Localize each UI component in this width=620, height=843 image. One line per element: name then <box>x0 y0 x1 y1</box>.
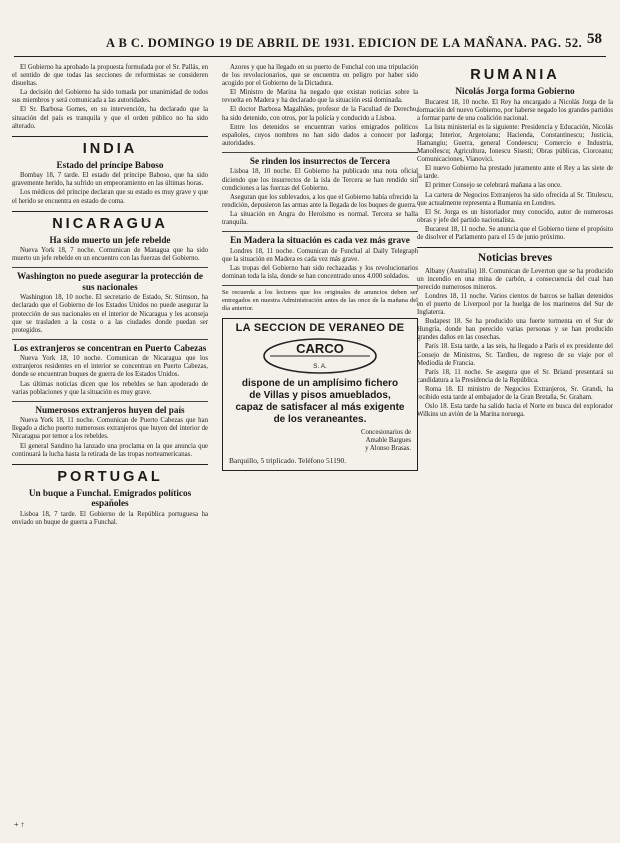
article-paragraph: Aseguran que los sublevados, a los que el Gobierno había ofrecido la rendición, depusieron las armas ante la llegada de los buques de guerra. <box>222 193 418 209</box>
article-paragraph: Washington 18, 10 noche. El secretario de Estado, Sr. Stimson, ha declarado que el Gobierno de los Estados Unidos no puede asegurar la protección de sus nacionales en el interior de Nicaragua y les aconseja que se trasladen a la costa o a las ciudades donde puedan ser protegidos. <box>12 294 208 334</box>
section-heading-nicaragua: NICARAGUA <box>52 215 168 232</box>
article-paragraph: Bucarest 18, 11 noche. Se anuncia que el Gobierno tiene el propósito de disolver el Parlamento para el 15 de junio próximo. <box>417 225 613 241</box>
section-divider <box>12 211 208 212</box>
ad-line: capaz de satisfacer al más exigente <box>235 402 405 414</box>
headline-washington: Washington no puede asegurar la protección de sus nacionales <box>17 271 203 292</box>
article-paragraph: Bombay 18, 7 tarde. El estado del príncipe Baboso, que ha sido gravemente herido, ha sufrido un empeoramiento en las últimas horas. <box>12 172 208 188</box>
article-paragraph: Las tropas del Gobierno han sido rechazadas y los revolucionarios dominan toda la isla, donde se han concentrado unos 4.000 soldados. <box>222 264 418 280</box>
article-paragraph: La decisión del Gobierno ha sido tomada por unanimidad de todos sus miembros y será comunicada a las autoridades. <box>12 89 208 105</box>
article-paragraph: El primer Consejo se celebrará mañana a las once. <box>425 182 562 190</box>
article-paragraph: Roma 18. El ministro de Negocios Extranjeros, Sr. Grandi, ha recibido esta tarde al embajador de la Gran Bretaña, Sr. Graham. <box>417 385 613 401</box>
article-paragraph: El Ministro de Marina ha negado que existan noticias sobre la revuelta en Madera y ha declarado que la situación está dominada. <box>222 89 418 105</box>
headline-portugal: Un buque a Funchal. Emigrados políticos españoles <box>28 487 192 509</box>
article-paragraph: Londres 18, 11 noche. Comunican de Funchal al Daily Telegraph que la situación en Madera es cada vez más grave. <box>222 247 418 263</box>
article-paragraph: El general Sandino ha lanzado una proclama en la que anuncia que continuará la lucha hasta la retirada de las tropas norteamericanas. <box>12 442 208 458</box>
carco-logo-sub: S. A. <box>313 363 327 371</box>
article-paragraph: Los médicos del príncipe declaran que su estado es muy grave y que el herido se encuentra en estado de coma. <box>12 189 208 205</box>
article-divider <box>222 231 418 232</box>
article-divider <box>222 152 418 153</box>
carco-logo-brand: CARCO <box>296 341 344 357</box>
ad-line: dispone de un amplísimo fichero <box>241 378 399 390</box>
section-heading-breves: Noticias breves <box>477 252 553 265</box>
article-paragraph: La lista ministerial es la siguiente: Presidencia y Educación, Nicolás Jorga; Interior, Argetoianu; Hacienda, Constantinescu; Justicia, Hamangiu; Guerra, general Condeescu; Comercio e Industria, Manoilescu; Agricultura, Ionescu Sisesti; Obras públicas, Ciorceanu; Comunicaciones, Vianovici. <box>417 123 613 164</box>
article-divider <box>12 267 208 268</box>
ad-line: de Villas y pisos amueblados, <box>249 390 391 402</box>
headline-nicaragua: Ha sido muerto un jefe rebelde <box>49 234 171 245</box>
article-paragraph: El Sr. Barbosa Gomes, en su intervención, ha declarado que la situación del país es tranquila y que el orden público no ha sido alterado. <box>12 106 208 130</box>
ad-small-line: y Alonso Brasas. <box>365 445 411 453</box>
section-divider <box>12 136 208 137</box>
article-divider <box>12 339 208 340</box>
headline-tercera: Se rinden los insurrectos de Tercera <box>249 155 391 166</box>
ad-small-line: Amable Bargues <box>365 437 411 445</box>
article-paragraph: El doctor Barbosa Magalhães, profesor de la Facultad de Derecho, ha sido detenido, con otros, por la policía y conducido a Lisboa. <box>222 106 418 122</box>
article-paragraph: El nuevo Gobierno ha prestado juramento ante el Rey a las siete de la tarde. <box>417 165 613 181</box>
article-paragraph: Azores y que ha llegado en su puerto de Funchal con una tripulación de los revolucionarios, que se encuentra en peligro por haber sido acogido por el Gobierno de la Dictadura. <box>222 64 418 88</box>
article-paragraph: Bucarest 18, 10 noche. El Rey ha encargado a Nicolás Jorga de la formación del nuevo Gobierno, por haberse negado los grandes partidos a formar parte de una coalición nacional. <box>417 98 613 122</box>
header-page-mark: 58 <box>587 31 602 47</box>
notice-box: Se recuerda a los lectores que los originales de anuncios deben ser entregados en nuestra Administración antes de las once de la mañana del día anterior. <box>222 285 418 312</box>
footer-mark: + ↑ <box>14 820 25 829</box>
headline-rumania: Nicolás Jorga forma Gobierno <box>455 86 575 96</box>
article-paragraph: La cartera de Negocios Extranjeros ha sido ofrecida al Sr. Titulescu, que actualmente representa a Rumania en Londres. <box>417 191 613 207</box>
headline-india: Estado del príncipe Baboso <box>56 159 164 170</box>
column-2 <box>222 64 418 471</box>
carco-logo <box>260 336 380 376</box>
column-3 <box>417 64 613 420</box>
article-paragraph: Lisboa 18, 7 tarde. El Gobierno de la República portuguesa ha enviado un buque de guerra a Funchal. <box>12 510 208 526</box>
article-paragraph: Lisboa 18, 10 noche. El Gobierno ha publicado una nota oficial diciendo que los insurrectos de la isla de Tercera se han rendido sin condiciones a las fuerzas del Gobierno. <box>222 168 418 192</box>
article-divider <box>12 401 208 402</box>
section-heading-india: INDIA <box>82 140 138 157</box>
column-1 <box>12 64 208 528</box>
section-heading-portugal: PORTUGAL <box>57 468 163 485</box>
article-paragraph: Entre los detenidos se encuentran varios emigrados políticos españoles, cuyos nombres no han sido dados a conocer por las autoridades. <box>222 123 418 147</box>
advertisement-carco <box>222 318 418 471</box>
header-title: A B C. DOMINGO 19 DE ABRIL DE 1931. EDICION DE LA MAÑANA. PAG. 52. <box>106 36 583 50</box>
section-divider <box>12 464 208 465</box>
ad-line: de los veraneantes. <box>273 414 367 426</box>
article-paragraph: La situación en Angra do Heroísmo es normal. Tercera se halla tranquila. <box>222 210 418 226</box>
section-divider <box>417 247 613 248</box>
page-header <box>14 31 606 57</box>
article-paragraph: El Gobierno ha aprobado la propuesta formulada por el Sr. Pallás, en el sentido de que todas las secciones de reformistas se consideren disueltas. <box>12 64 208 88</box>
section-heading-rumania: RUMANIA <box>470 67 560 83</box>
ad-small-line: Concesionarios de <box>360 429 411 437</box>
article-paragraph: Londres 18, 11 noche. Varios cientos de barcos se hallan detenidos en el puerto de Liverpool por la huelga de los marineros del Sur de Inglaterra. <box>417 292 613 317</box>
article-paragraph: París 18, 11 noche. Se asegura que el Sr. Briand presentará su candidatura a la Presidencia de la República. <box>417 368 613 384</box>
article-paragraph: Nueva York 18, 7 noche. Comunican de Managua que ha sido muerto un jefe rebelde en un encuentro con las fuerzas del Gobierno. <box>12 247 208 263</box>
article-paragraph: Budapest 18. Se ha producido una fuerte tormenta en el Sur de Hungría, donde han perecido varias personas y se han producido grandes daños en las cosechas. <box>417 318 613 342</box>
article-paragraph: Albany (Australia) 18. Comunican de Leverton que se ha producido un incendio en una mina de carbón, a consecuencia del cual han perecido numerosos mineros. <box>417 267 613 291</box>
article-paragraph: El Sr. Jorga es un historiador muy conocido, autor de numerosas obras y jefe del partido nacionalista. <box>417 208 613 224</box>
headline-numerosos: Numerosos extranjeros huyen del país <box>35 404 185 415</box>
article-paragraph: Nueva York 18, 11 noche. Comunican de Puerto Cabezas que han llegado a dicho puerto numerosos extranjeros que huyen del interior de Nicaragua por temor a los rebeldes. <box>12 417 208 441</box>
article-paragraph: Oslo 18. Esta tarde ha salido hacia el Norte en busca del explorador Wilkins un avión de la Marina noruega. <box>417 403 613 419</box>
article-paragraph: Nueva York 18, 10 noche. Comunican de Nicaragua que los extranjeros residentes en el interior se concentran en Puerto Cabezas, donde se encuentran buques de guerra de los Estados Unidos. <box>12 355 208 379</box>
ad-address: Barquillo, 5 triplicado. Teléfono 51190. <box>229 456 347 466</box>
article-paragraph: Las últimas noticias dicen que los rebeldes se han apoderado de varias poblaciones y que la situación es muy grave. <box>12 380 208 396</box>
article-paragraph: París 18. Esta tarde, a las seis, ha llegado a París el ex presidente del Consejo de Ministros, Sr. Tardieu, de regreso de su viaje por el Mediodía de Francia. <box>417 343 613 367</box>
ad-concessionaires <box>229 429 411 453</box>
ad-title: LA SECCION DE VERANEO DE <box>235 322 405 335</box>
headline-extranjeros: Los extranjeros se concentran en Puerto Cabezas <box>13 342 207 353</box>
headline-madera: En Madera la situación es cada vez más grave <box>230 235 410 246</box>
